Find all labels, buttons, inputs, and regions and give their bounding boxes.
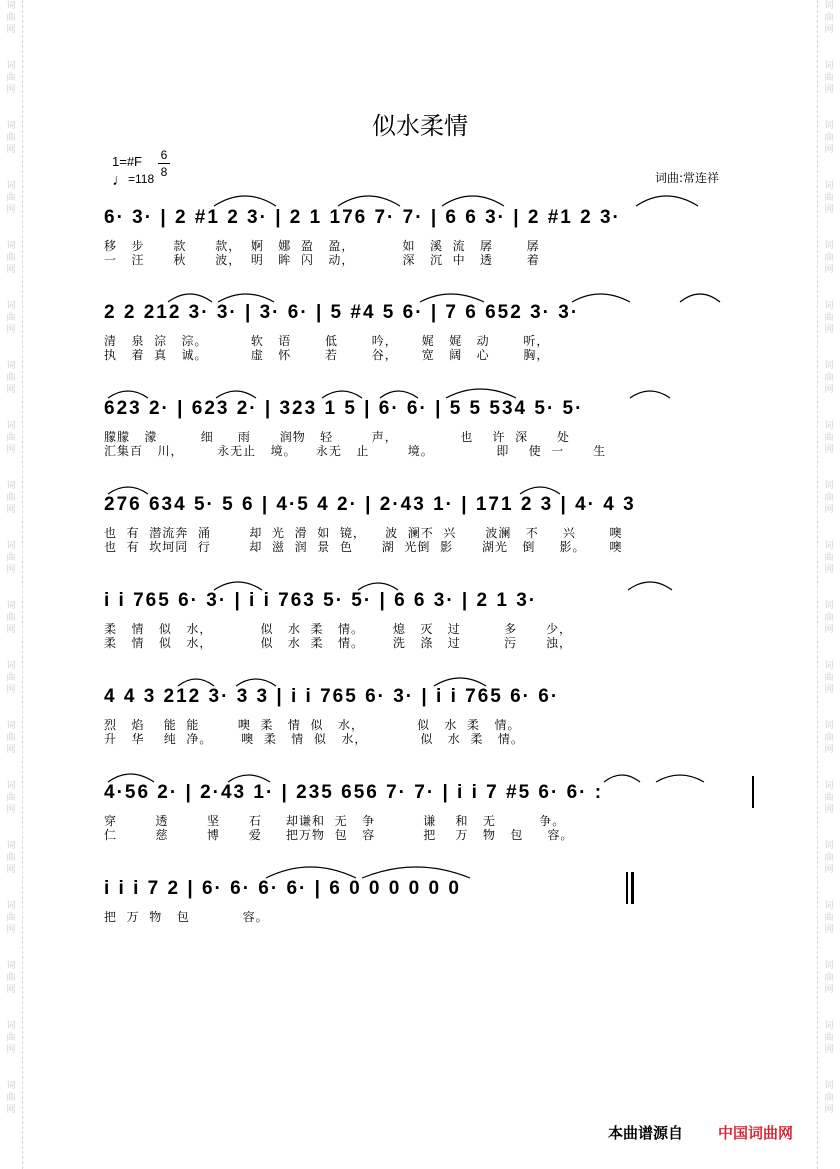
lyric-verse-1: 穿 透 坚 石 却谦和 无 争 谦 和 无 争。 [104, 814, 566, 828]
lyric-verse-1: 烈 焰 能 能 噢 柔 情 似 水， 似 水 柔 情。 [104, 718, 521, 732]
watermark-mark: 词 曲 网 [6, 901, 16, 935]
watermark-mark: 词 曲 网 [6, 1081, 16, 1115]
lyric-verse-2: 柔 情 似 水， 似 水 柔 情。 洗 涤 过 污 浊， [104, 636, 572, 650]
lyric-verse-2: 一 汪 秋 波， 明 眸 闪 动， 深 沉 中 透 着 [104, 253, 540, 267]
tempo-value: =118 [128, 172, 155, 186]
lyric-verse-2: 升 华 纯 净。 噢 柔 情 似 水， 似 水 柔 情。 [104, 732, 524, 746]
final-barline-thin [626, 872, 628, 904]
score-system-6 [104, 684, 756, 764]
score-system-8 [104, 876, 756, 956]
lyric-verse-1: 朦朦 濛 细 雨 润物 轻 声， 也 许 深 处 [104, 430, 571, 444]
watermark-mark: 词 曲 网 [824, 781, 834, 815]
numbered-notation-line: 2 2 212 3· 3· | 3· 6· | 5 #4 5 6· | 7 6 652 3· 3· [104, 302, 580, 323]
footer-brand-link[interactable]: 中国词曲网 [718, 1124, 794, 1142]
watermark-mark: 词 曲 网 [6, 961, 16, 995]
key-signature: 1=#F [112, 154, 142, 169]
watermark-mark: 词 曲 网 [824, 181, 834, 215]
repeat-bar [752, 776, 754, 808]
score-system-3 [104, 396, 756, 476]
watermark-mark: 词 曲 网 [6, 781, 16, 815]
watermark-mark: 词 曲 网 [824, 481, 834, 515]
lyric-verse-1: 移 步 款 款， 婀 娜 盈 盈， 如 溪 流 孱 孱 [104, 239, 540, 253]
lyric-verse-2: 汇集百 川， 永无止 境。 永无 止 境。 即 使 一 生 [104, 444, 607, 458]
watermark-mark: 词 曲 网 [824, 61, 834, 95]
watermark-mark: 词 曲 网 [824, 1081, 834, 1115]
score-system-7 [104, 780, 756, 860]
watermark-mark: 词 曲 网 [824, 961, 834, 995]
numbered-notation-line: 6· 3· | 2 #1 2 3· | 2 1 176 7· 7· | 6 6 3· | 2 #1 2 3· [104, 207, 621, 228]
numbered-notation-line: 4 4 3 212 3· 3 3 | i i 765 6· 3· | i i 765 6· 6· [104, 686, 560, 707]
meter-bottom: 8 [160, 165, 168, 179]
score-system-1 [104, 205, 756, 285]
lyricist-composer-credit: 词曲:常连祥 [655, 171, 720, 185]
watermark-mark: 词 曲 网 [824, 601, 834, 635]
score-system-5 [104, 588, 756, 668]
watermark-mark: 词 曲 网 [824, 721, 834, 755]
score-system-2 [104, 300, 756, 380]
left-page-border [22, 0, 23, 1169]
final-barline-thick [631, 872, 634, 904]
watermark-mark: 词 曲 网 [824, 121, 834, 155]
watermark-mark: 词 曲 网 [6, 841, 16, 875]
lyric-verse-1: 也 有 潜流奔 涌 却 光 滑 如 镜， 波 澜不 兴 波澜 不 兴 噢 [104, 526, 623, 540]
numbered-notation-line: 4·56 2· | 2·43 1· | 235 656 7· 7· | i i 7 #5 6· 6· : [104, 782, 604, 803]
watermark-mark: 词 曲 网 [6, 1021, 16, 1055]
watermark-mark: 词 曲 网 [824, 1021, 834, 1055]
numbered-notation-line: 623 2· | 623 2· | 323 1 5 | 6· 6· | 5 5 534 5· 5· [104, 398, 584, 419]
lyric-verse-1: 柔 情 似 水， 似 水 柔 情。 熄 灭 过 多 少， [104, 622, 572, 636]
lyric-verse-2: 仁 慈 博 爱 把万物 包 容 把 万 物 包 容。 [104, 828, 574, 842]
meter-top: 6 [160, 148, 168, 162]
watermark-mark: 词 曲 网 [6, 181, 16, 215]
watermark-mark: 词 曲 网 [824, 541, 834, 575]
tempo-marking [112, 172, 154, 190]
watermark-mark: 词 曲 网 [824, 661, 834, 695]
watermark-mark: 词 曲 网 [6, 361, 16, 395]
watermark-mark: 词 曲 网 [6, 301, 16, 335]
watermark-mark: 词 曲 网 [6, 1, 16, 35]
watermark-mark: 词 曲 网 [6, 61, 16, 95]
watermark-mark: 词 曲 网 [824, 1, 834, 35]
lyric-verse-2: 执 着 真 诚。 虚 怀 若 谷， 宽 阔 心 胸， [104, 348, 550, 362]
watermark-mark: 词 曲 网 [824, 841, 834, 875]
watermark-mark: 词 曲 网 [6, 241, 16, 275]
numbered-notation-line: 276 634 5· 5 6 | 4·5 4 2· | 2·43 1· | 171 2 3 | 4· 4 3 [104, 494, 636, 515]
watermark-mark: 词 曲 网 [6, 661, 16, 695]
watermark-mark: 词 曲 网 [824, 241, 834, 275]
watermark-mark: 词 曲 网 [6, 481, 16, 515]
watermark-mark: 词 曲 网 [824, 901, 834, 935]
watermark-mark: 词 曲 网 [6, 121, 16, 155]
right-watermark-column [822, 0, 836, 1140]
numbered-notation-line: i i i 7 2 | 6· 6· 6· 6· | 6 0 0 0 0 0 0 [104, 878, 461, 899]
watermark-mark: 词 曲 网 [6, 721, 16, 755]
watermark-mark: 词 曲 网 [6, 421, 16, 455]
time-signature [158, 148, 170, 179]
right-page-border [817, 0, 818, 1169]
left-watermark-column [4, 0, 18, 1140]
watermark-mark: 词 曲 网 [824, 361, 834, 395]
song-title: 似水柔情 [372, 112, 468, 140]
lyric-verse-2: 也 有 坎坷同 行 却 滋 润 景 色 湖 光倒 影 湖光 倒 影。 噢 [104, 540, 623, 554]
footer-source-label: 本曲谱源自 [608, 1124, 684, 1142]
quarter-note-icon: ♩ [112, 172, 128, 189]
lyric-verse-1: 把 万 物 包 容。 [104, 910, 269, 924]
watermark-mark: 词 曲 网 [824, 421, 834, 455]
numbered-notation-line: i i 765 6· 3· | i i 763 5· 5· | 6 6 3· | 2 1 3· [104, 590, 538, 611]
watermark-mark: 词 曲 网 [6, 541, 16, 575]
score-system-4 [104, 492, 756, 572]
watermark-mark: 词 曲 网 [824, 301, 834, 335]
lyric-verse-1: 清 泉 淙 淙。 软 语 低 吟， 娓 娓 动 听， [104, 334, 550, 348]
watermark-mark: 词 曲 网 [6, 601, 16, 635]
